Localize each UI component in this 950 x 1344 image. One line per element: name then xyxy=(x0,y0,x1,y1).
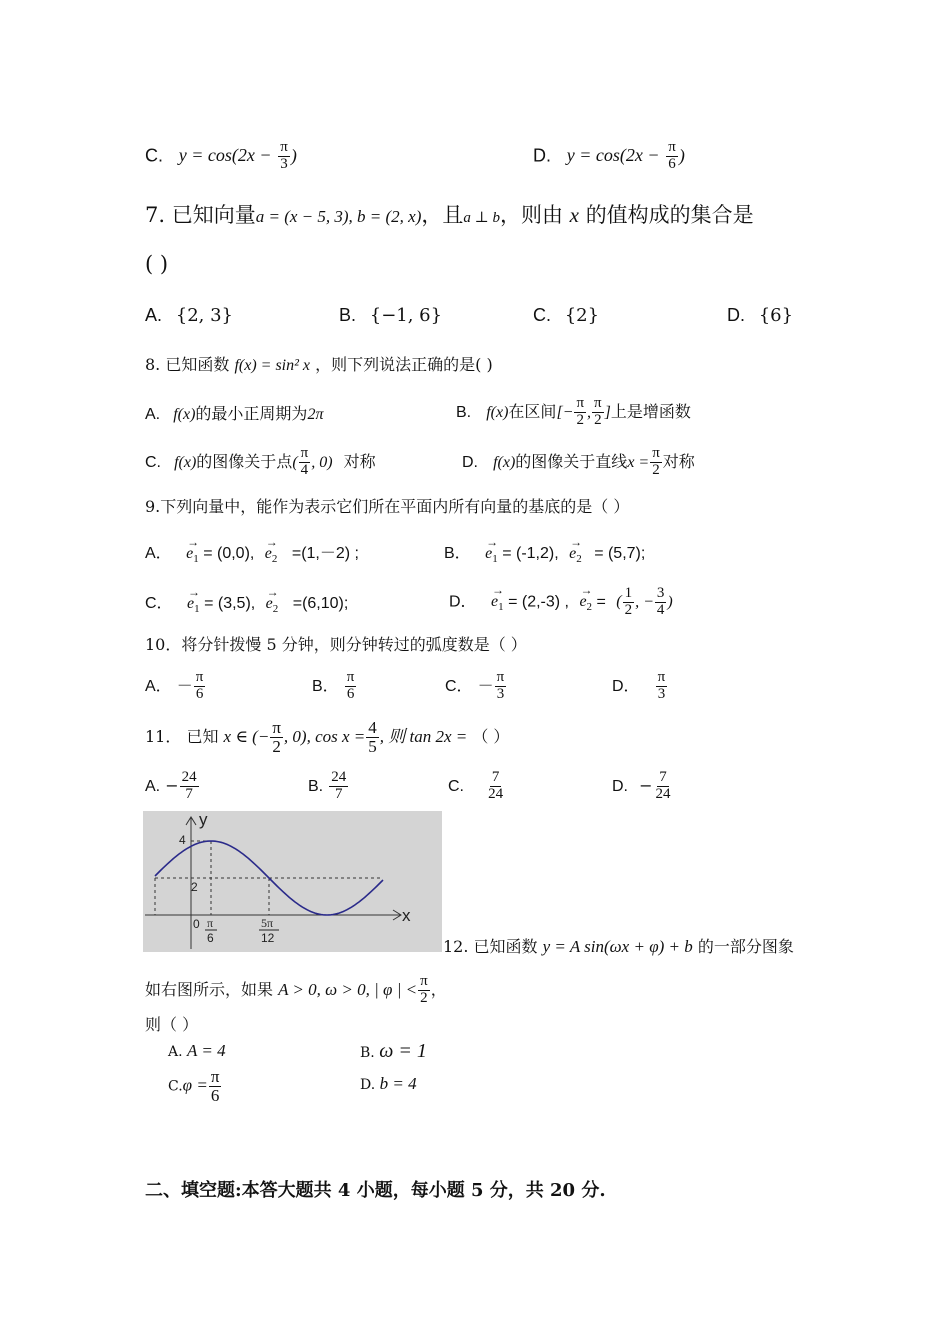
graph-tick-2: 2 xyxy=(191,880,198,894)
q7-vectors: a = (x − 5, 3), b = (2, x) xyxy=(255,207,422,226)
q8-func: f(x) = sin² x xyxy=(234,357,311,374)
q8-b-n2: π xyxy=(594,395,602,411)
q10-a-frac xyxy=(194,670,206,703)
q11-stem-a: 11． 已知 xyxy=(145,726,219,746)
q9-c-e2 xyxy=(266,592,279,621)
q7-perp: a ⊥ b xyxy=(463,210,500,226)
q8-b-text2: 上是增函数 xyxy=(610,401,691,421)
q10-option-b xyxy=(312,670,357,703)
q7-a-value: {2, 3} xyxy=(175,305,234,326)
q6-option-c xyxy=(145,140,297,173)
q9-d-e2-sym: e xyxy=(579,593,587,611)
q6-d-label: D. xyxy=(533,145,551,166)
q12-stem xyxy=(443,935,794,959)
q9-option-a xyxy=(145,542,359,571)
q7-option-a xyxy=(145,303,233,328)
q9-c-e1-val: = (3,5), xyxy=(204,595,256,612)
q8-d-func: f(x) xyxy=(493,453,516,471)
q12-d-val: b = 4 xyxy=(379,1074,417,1093)
q9-d-frac2 xyxy=(655,586,667,619)
q11-c-frac xyxy=(486,770,505,803)
q12-line2-a: 如右图所示，如果 xyxy=(145,979,274,999)
q8-d-label: D. xyxy=(462,453,478,471)
q9-b-e1-sub: 1 xyxy=(492,553,498,565)
q9-d-close: ) xyxy=(667,593,673,611)
q11-a-den: 7 xyxy=(185,785,193,802)
q12-c-den: 6 xyxy=(210,1085,220,1105)
q8-b-text1: 在区间 xyxy=(508,401,557,421)
q10-option-a xyxy=(145,670,206,703)
q8-b-d2: 2 xyxy=(594,411,602,428)
q10-c-den: 3 xyxy=(496,685,505,702)
graph-tick-5pi12-num: 5π xyxy=(261,916,274,930)
graph-tick-4: 4 xyxy=(179,833,186,847)
q9-b-e2-sub: 2 xyxy=(576,553,582,565)
q8-option-c xyxy=(145,446,376,479)
q8-d-frac xyxy=(650,446,662,479)
q11-a-label: A. xyxy=(145,777,161,795)
q9-b-e1-sym: e xyxy=(485,545,493,562)
q11-d-label: D. xyxy=(612,777,628,795)
q11-frac1 xyxy=(270,719,283,756)
q12-option-b xyxy=(360,1039,427,1065)
q11-d-num: 7 xyxy=(659,769,667,785)
q12-option-c xyxy=(168,1068,222,1105)
q11-d-frac xyxy=(654,770,673,803)
q11-b-den: 7 xyxy=(334,785,343,802)
q7-c-value: {2} xyxy=(564,305,600,326)
q8-a-func: f(x) xyxy=(173,406,196,423)
q9-a-e2 xyxy=(265,542,278,571)
q12-condition xyxy=(145,974,447,1007)
q8-c-frac xyxy=(299,446,311,479)
q7-c-label: C. xyxy=(533,305,551,325)
graph-tick-pi6-den: 6 xyxy=(207,931,214,945)
q6-d-expr: y = cos(2x − xyxy=(566,145,660,166)
q10-b-den: 6 xyxy=(346,685,355,702)
q9-a-e1 xyxy=(186,542,199,571)
q11-frac2 xyxy=(366,719,379,756)
q9-d-e1-sub: 1 xyxy=(498,601,504,614)
q9-d-e2-val: = xyxy=(596,593,606,611)
q12-a-label: A. xyxy=(168,1044,183,1060)
q8-option-b xyxy=(456,396,691,429)
q12-b-label: B. xyxy=(360,1045,375,1061)
q10-c-label: C． xyxy=(445,677,473,695)
q11-mid: , 0), cos x = xyxy=(283,726,366,746)
q9-d-e2 xyxy=(579,590,592,619)
q8-b-close: ] xyxy=(604,403,611,421)
q12-cond-end: ， xyxy=(430,979,447,999)
q9-c-e2-val: =(6,10); xyxy=(292,595,349,612)
q9-c-e2-sub: 2 xyxy=(272,603,279,615)
q8-d-eq: x = xyxy=(627,453,650,471)
q10-a-den: 6 xyxy=(195,685,204,702)
q8-b-d1: 2 xyxy=(576,411,584,428)
graph-tick-0: 0 xyxy=(193,917,200,931)
q8-d-den: 2 xyxy=(652,461,660,478)
q11-tail: , 则 tan 2x = xyxy=(379,726,468,746)
q8-d-num: π xyxy=(652,445,660,461)
q8-a-label: A. xyxy=(145,406,161,423)
q9-b-e2 xyxy=(569,542,582,571)
q12-c-num: π xyxy=(210,1067,220,1086)
q11-c-label: C. xyxy=(448,777,464,795)
q11-d-den: 24 xyxy=(655,785,671,802)
q12-cond-frac xyxy=(418,974,430,1007)
q10-a-sign: － xyxy=(176,675,193,695)
q10-d-label: D． xyxy=(612,677,640,695)
q6-d-fraction xyxy=(666,140,678,173)
q12-c-lhs: φ = xyxy=(182,1075,208,1095)
q11-paren: （ ） xyxy=(472,726,510,746)
q11-d1: 2 xyxy=(272,736,281,756)
q10-option-d xyxy=(612,670,668,703)
q8-b-func: f(x) xyxy=(486,403,509,421)
q8-b-n1: π xyxy=(576,395,585,411)
q11-a-num: 24 xyxy=(181,769,197,785)
q10-d-frac xyxy=(656,670,668,703)
q9-a-e2-val: =(1,－2) ; xyxy=(291,545,359,562)
q9-stem: 9.下列向量中，能作为表示它们所在平面内所有向量的基底的是（ ） xyxy=(145,497,630,516)
q12-graph-svg xyxy=(143,811,442,952)
q10-a-num: π xyxy=(195,669,204,685)
q6-c-label: C. xyxy=(145,145,163,166)
q8-b-frac2 xyxy=(592,396,604,429)
q9-c-e1-sub: 1 xyxy=(194,603,200,615)
q9-c-e1 xyxy=(187,592,200,621)
q12-c-label: C. xyxy=(168,1078,183,1095)
q12-option-d xyxy=(360,1072,417,1097)
q11-d-sign: − xyxy=(639,775,653,795)
q7-d-label: D. xyxy=(727,305,745,325)
q8-b-frac1 xyxy=(574,396,586,429)
q7-b-value: {−1, 6} xyxy=(369,305,443,326)
q9-d-frac1 xyxy=(623,586,635,619)
q12-stem-b: 的一部分图象 xyxy=(697,937,794,956)
q11-b-frac xyxy=(329,770,348,803)
q7-option-b xyxy=(339,303,442,328)
q8-c-text2: 对称 xyxy=(343,451,376,471)
section-2-heading: 二、填空题:本答大题共 4 小题，每小题 5 分，共 20 分. xyxy=(145,1180,606,1201)
q12-stem-a: 12. 已知函数 xyxy=(443,937,538,956)
q9-c-e2-sym: e xyxy=(265,595,273,612)
q9-d-d2: 4 xyxy=(656,601,665,618)
q8-stem xyxy=(145,353,493,378)
q12-b-val: ω = 1 xyxy=(379,1040,427,1062)
q8-a-val: 2π xyxy=(307,406,324,423)
q8-d-text2: 对称 xyxy=(662,451,695,471)
q11-option-c xyxy=(448,770,506,803)
q7-option-c xyxy=(533,303,599,328)
q8-c-open: ( xyxy=(292,453,298,471)
q10-c-frac xyxy=(495,670,507,703)
q11-option-d xyxy=(612,770,674,803)
q12-a-val: A = 4 xyxy=(187,1041,226,1060)
q9-a-e1-sym: e xyxy=(186,545,194,562)
q8-b-open: [− xyxy=(556,403,574,421)
q7-option-d xyxy=(727,303,793,328)
q10-option-c xyxy=(445,670,507,703)
q7-stem-c: ，则由 xyxy=(499,203,563,227)
q9-d-comma: , − xyxy=(635,593,654,611)
q10-d-den: 3 xyxy=(657,685,666,702)
q9-b-label: B． xyxy=(444,545,471,562)
q9-c-label: C． xyxy=(145,595,173,612)
q9-c-e1-sym: e xyxy=(187,595,195,612)
q11-n1: π xyxy=(272,718,281,737)
q11-b-label: B. xyxy=(308,777,324,795)
q9-d-e1-sym: e xyxy=(491,593,499,611)
q6-d-close: ) xyxy=(678,145,685,166)
q12-d-label: D. xyxy=(360,1077,376,1093)
q9-d-e1-val: = (2,-3) , xyxy=(508,593,569,611)
q10-d-num: π xyxy=(657,669,666,685)
q7-d-value: {6} xyxy=(758,305,794,326)
q9-a-e1-val: = (0,0), xyxy=(203,545,255,562)
q9-a-e2-sym: e xyxy=(264,545,272,562)
q7-var: x xyxy=(569,203,579,227)
q8-b-comma: , xyxy=(587,403,592,421)
q8-a-text: 的最小正周期为 xyxy=(195,404,308,423)
q8-option-d xyxy=(462,446,695,479)
q9-d-n1: 1 xyxy=(624,585,633,601)
q9-option-c xyxy=(145,592,348,621)
q9-option-d xyxy=(449,586,673,619)
q11-c-num: 7 xyxy=(491,769,500,785)
q7-a-label: A. xyxy=(145,305,163,325)
q12-cond-den: 2 xyxy=(420,989,428,1006)
q10-b-frac xyxy=(345,670,357,703)
q10-b-label: B． xyxy=(312,677,339,695)
q8-d-text1: 的图像关于直线 xyxy=(515,451,628,471)
q12-func: y = A sin(ωx + φ) + b xyxy=(542,937,693,956)
q12-c-frac xyxy=(209,1068,222,1105)
q6-c-fraction xyxy=(278,140,290,173)
q6-d-num: π xyxy=(668,139,676,155)
q8-c-num: π xyxy=(300,445,309,461)
q12-graph xyxy=(143,811,442,952)
q11-b-num: 24 xyxy=(331,769,347,785)
q12-cond: A > 0, ω > 0, | φ | < xyxy=(278,979,418,999)
q11-n2: 4 xyxy=(368,718,377,737)
q8-stem-a: 8. 已知函数 xyxy=(145,355,230,374)
q8-stem-b: ，则下列说法正确的是( ) xyxy=(315,355,493,374)
q9-b-e1-val: = (-1,2), xyxy=(502,545,559,562)
q11-d2: 5 xyxy=(368,736,377,756)
q6-c-num: π xyxy=(280,139,288,155)
q11-a-sign: − xyxy=(165,775,179,795)
q6-c-den: 3 xyxy=(280,155,288,172)
q9-d-d1: 2 xyxy=(624,601,633,618)
graph-tick-pi6-num: π xyxy=(207,916,214,930)
q9-a-e2-sub: 2 xyxy=(271,553,278,565)
q9-a-label: A． xyxy=(145,545,172,562)
q10-stem: 10．将分针拨慢 5 分钟，则分钟转过的弧度数是（ ） xyxy=(145,635,527,654)
q8-b-label: B. xyxy=(456,403,472,421)
q11-a-frac xyxy=(180,770,199,803)
graph-y-label: y xyxy=(199,811,208,829)
q11-c-den: 24 xyxy=(488,785,504,802)
q7-stem xyxy=(145,201,754,232)
q9-d-n2: 3 xyxy=(656,585,665,601)
q7-answer-paren: ( ) xyxy=(145,252,169,276)
q6-d-den: 6 xyxy=(668,155,676,172)
q6-option-d xyxy=(533,140,685,173)
q9-option-b xyxy=(444,542,645,571)
q11-option-b xyxy=(308,770,349,803)
q7-b-label: B. xyxy=(339,305,357,325)
q6-c-close: ) xyxy=(290,145,297,166)
q8-c-den: 4 xyxy=(300,461,309,478)
q9-d-e1 xyxy=(491,590,504,619)
q8-c-rest: , 0) xyxy=(311,453,333,471)
q9-a-e1-sub: 1 xyxy=(193,553,199,565)
q10-b-num: π xyxy=(346,669,355,685)
q6-c-expr: y = cos(2x − xyxy=(178,145,272,166)
q8-option-a xyxy=(145,402,323,427)
q7-stem-a: 7. 已知向量 xyxy=(145,203,256,227)
q9-d-e2-sub: 2 xyxy=(586,601,593,614)
graph-x-label: x xyxy=(402,906,411,925)
q12-option-a xyxy=(168,1039,226,1064)
q7-stem-d: 的值构成的集合是 xyxy=(585,203,754,227)
q12-cond-num: π xyxy=(420,973,428,989)
q10-c-sign: － xyxy=(477,675,494,695)
q9-b-e2-sym: e xyxy=(569,545,577,562)
q11-option-a xyxy=(145,770,200,803)
q10-a-label: A． xyxy=(145,677,172,695)
q9-d-open: ( xyxy=(616,593,622,611)
q9-b-e2-val: = (5,7); xyxy=(594,545,646,562)
q8-c-text1: 的图像关于点 xyxy=(196,451,293,471)
q8-c-label: C. xyxy=(145,453,161,471)
q10-c-num: π xyxy=(496,669,505,685)
q7-stem-b: ，且 xyxy=(421,203,464,227)
q9-d-label: D． xyxy=(449,593,477,611)
q8-c-func: f(x) xyxy=(174,453,197,471)
graph-tick-5pi12-den: 12 xyxy=(261,931,275,945)
q9-b-e1 xyxy=(485,542,498,571)
q11-x-in: x ∈ (− xyxy=(223,726,270,746)
q12-answer-paren: 则（ ） xyxy=(145,1015,199,1034)
q11-stem xyxy=(145,719,509,756)
